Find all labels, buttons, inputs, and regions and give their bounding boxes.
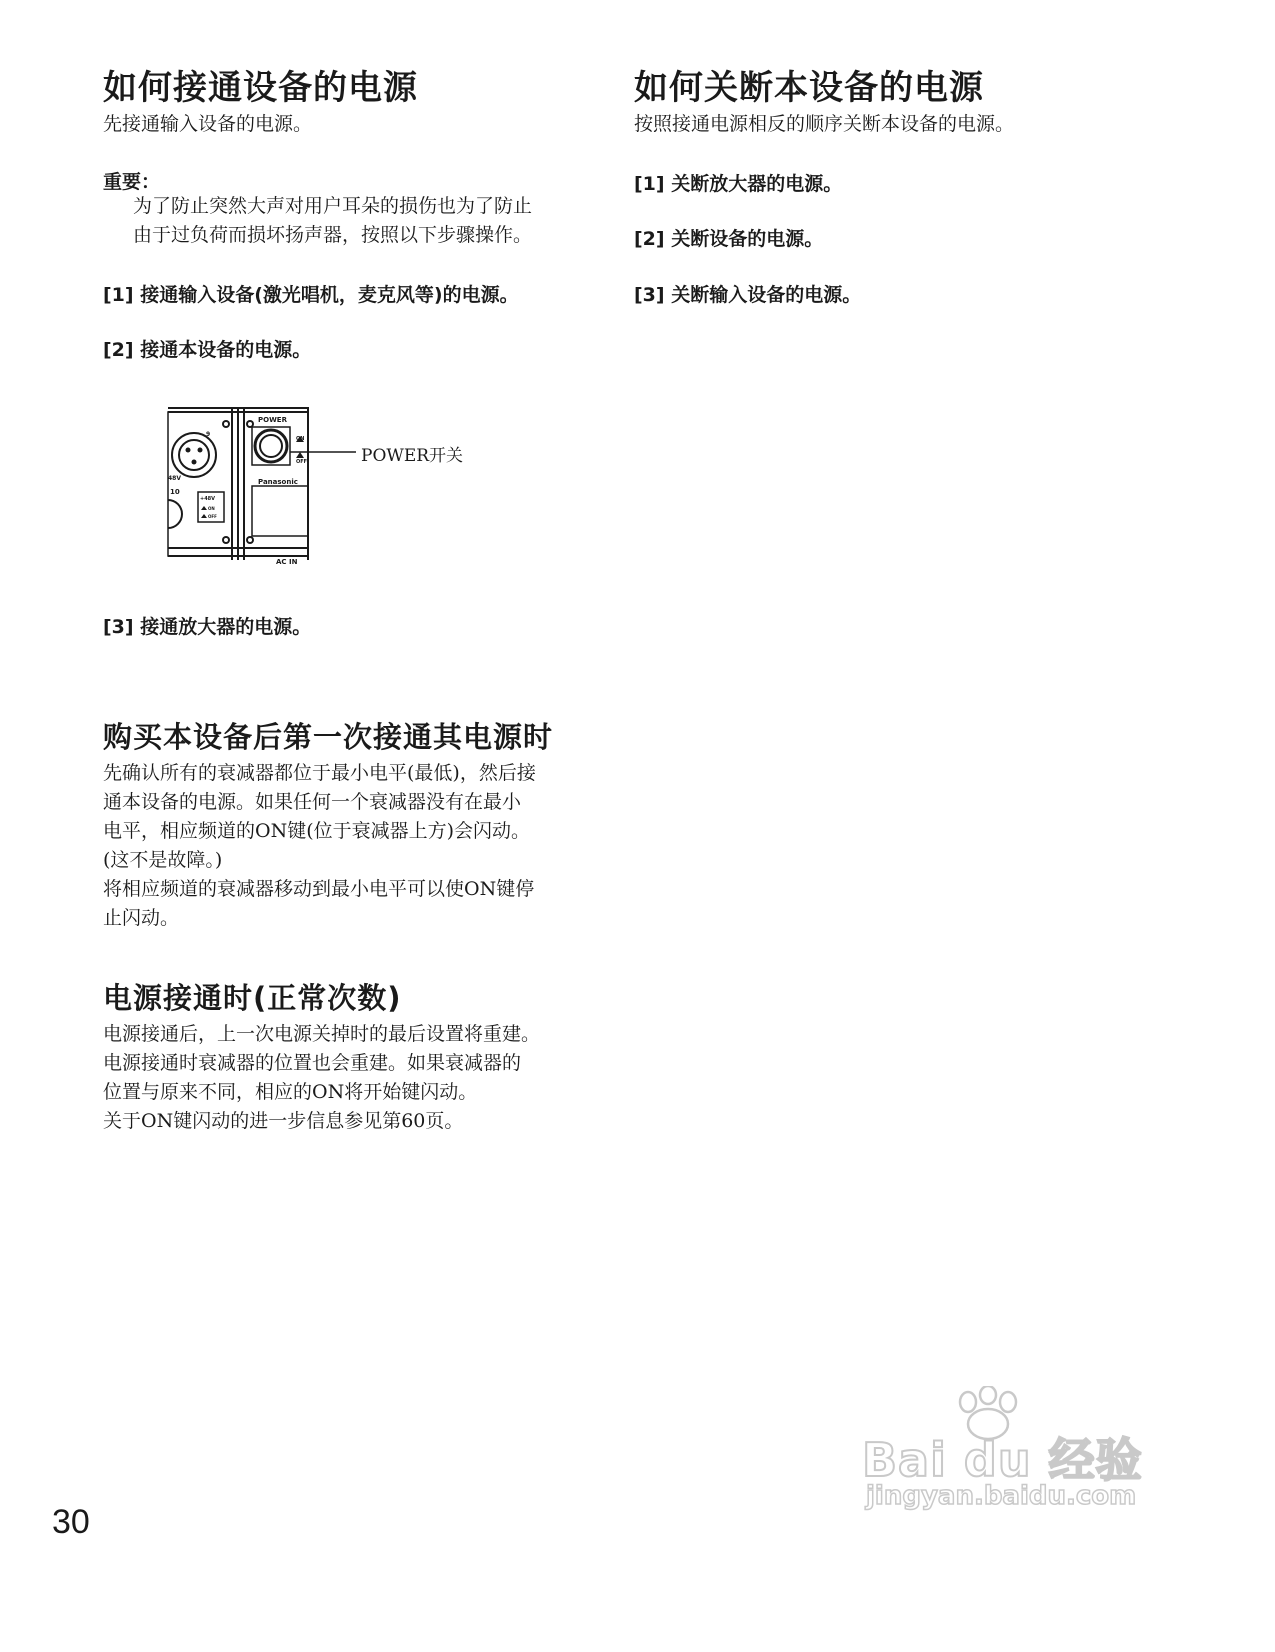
off-step-2: [2] 关断设备的电源。 — [634, 228, 824, 250]
step-2: [2] 接通本设备的电源。 — [103, 339, 312, 361]
page-number: 30 — [52, 1503, 90, 1541]
paragraph-line: 将相应频道的衰减器移动到最小电平可以使ON键停 — [103, 878, 535, 900]
paragraph-line: 电平，相应频道的ON键(位于衰减器上方)会闪动。 — [103, 820, 531, 842]
normal-power-on-text — [103, 1020, 540, 1136]
off-step-1: [1] 关断放大器的电源。 — [634, 173, 843, 195]
off-step-3: [3] 关断输入设备的电源。 — [634, 284, 862, 306]
on-label: ON — [296, 436, 305, 442]
paragraph-line: 位置与原来不同，相应的ON将开始键闪动。 — [103, 1081, 478, 1103]
ch9-label: 9 — [206, 431, 211, 438]
note-line: 为了防止突然大声对用户耳朵的损伤也为了防止 — [133, 195, 533, 217]
important-heading: 重要： — [103, 171, 161, 193]
ch10-label: 10 — [170, 488, 180, 496]
paragraph-line: (这不是故障。) — [103, 849, 223, 871]
note-line: 由于过负荷而损坏扬声器，按照以下步骤操作。 — [133, 224, 533, 246]
power-label: POWER — [258, 416, 287, 424]
brand-label: Panasonic — [258, 478, 298, 486]
first-power-on-text — [103, 759, 536, 933]
paragraph-line: 止闪动。 — [103, 907, 180, 929]
section-title-power-on: 如何接通设备的电源 — [103, 68, 418, 108]
power-off-intro: 按照接通电源相反的顺序关断本设备的电源。 — [634, 113, 1015, 135]
switch-on-label: ON — [208, 506, 215, 511]
step-1: [1] 接通输入设备(激光唱机，麦克风等)的电源。 — [103, 284, 519, 306]
section-title-first-power-on: 购买本设备后第一次接通其电源时 — [103, 720, 554, 754]
paragraph-line: 电源接通后，上一次电源关掉时的最后设置将重建。 — [103, 1023, 541, 1045]
power-switch-callout: POWER开关 — [361, 446, 464, 466]
paragraph-line: 先确认所有的衰减器都位于最小电平(最低)，然后接 — [103, 762, 536, 784]
section-title-normal-power-on: 电源接通时(正常次数) — [103, 981, 402, 1015]
watermark-url: jingyan.baidu.com — [866, 1481, 1137, 1511]
section-title-power-off: 如何关断本设备的电源 — [634, 68, 984, 108]
rear-panel-figure — [160, 400, 490, 570]
step-3: [3] 接通放大器的电源。 — [103, 616, 312, 638]
paragraph-line: 关于ON键闪动的进一步信息参见第60页。 — [103, 1110, 464, 1132]
v48-label: 48V — [168, 475, 181, 482]
ac-in-label: AC IN — [276, 558, 298, 566]
switch-off-label: OFF — [208, 514, 217, 519]
watermark-brand: Bai du 经验 — [862, 1433, 1143, 1487]
important-note — [133, 192, 532, 250]
paragraph-line: 电源接通时衰减器的位置也会重建。如果衰减器的 — [103, 1052, 522, 1074]
paragraph-line: 通本设备的电源。如果任何一个衰减器没有在最小 — [103, 791, 522, 813]
plus48v-label: +48V — [200, 496, 216, 502]
off-label: OFF — [296, 459, 308, 465]
intro-text: 先接通输入设备的电源。 — [103, 113, 313, 135]
